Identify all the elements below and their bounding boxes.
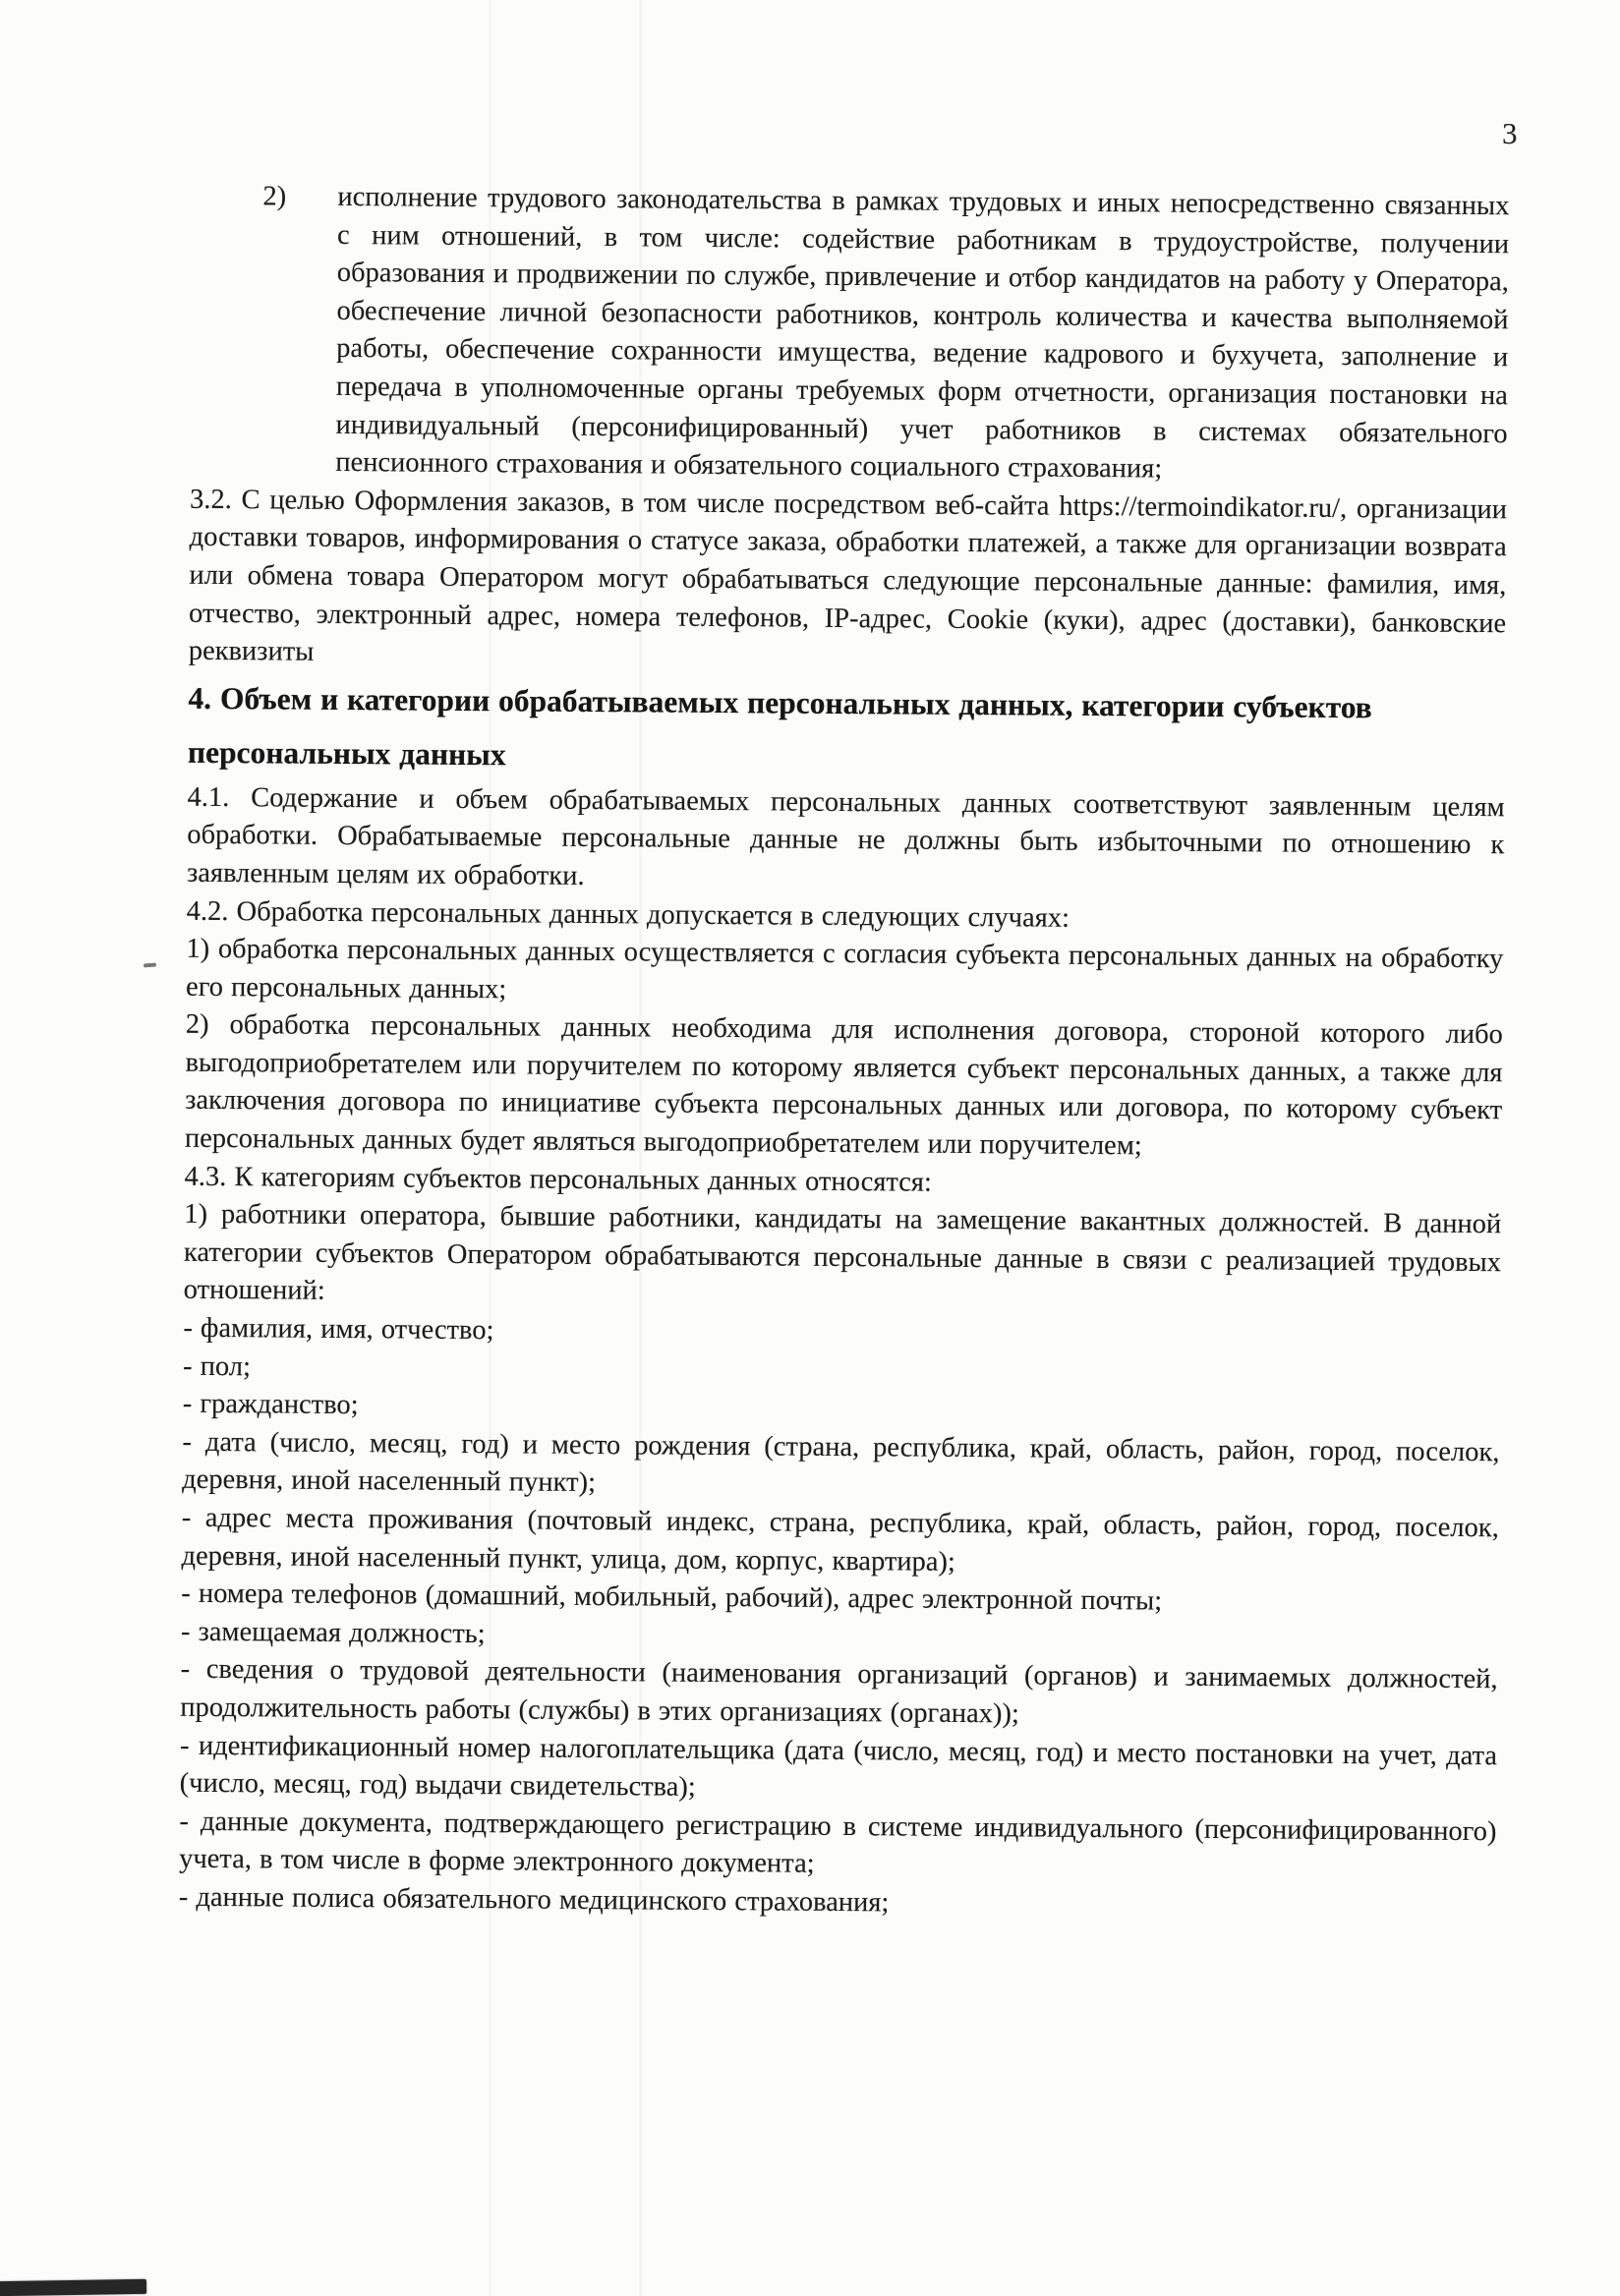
personal-data-item: - гражданство; <box>182 1388 359 1421</box>
personal-data-item: - данные полиса обязательного медицинского страхования; <box>178 1881 890 1919</box>
case-item-1: 1) обработка персональных данных осуществляется с согласия субъекта персональных данных на обработку его персональных данных; <box>185 933 1504 1004</box>
personal-data-item: - идентификационный номер налогоплательщика (дата (число, месяц, год) и место постановки на учет, дата (число, месяц, год) выдачи свидетельства); <box>179 1730 1498 1803</box>
page-number: 3 <box>1502 116 1518 150</box>
personal-data-item: - данные документа, подтверждающего регистрацию в системе индивидуального (персонифицированного) учета, в том числе в форме электронного документа; <box>179 1806 1497 1880</box>
numbered-list-item-2 <box>190 178 1509 491</box>
personal-data-item: - номера телефонов (домашний, мобильный, рабочий), адрес электронной почты; <box>181 1578 1163 1617</box>
paragraph-4-3: 4.3. К категориям субъектов персональных данных относятся: <box>184 1161 933 1198</box>
personal-data-item: - фамилия, имя, отчество; <box>183 1312 494 1347</box>
personal-data-item: - дата (число, месяц, год) и место рождения (страна, республика, край, область, район, город, поселок, деревня, иной населенный пункт); <box>182 1426 1500 1499</box>
paragraph-4-2: 4.2. Обработка персональных данных допускается в следующих случаях: <box>186 895 1070 934</box>
case-item-2: 2) обработка персональных данных необходима для исполнения договора, стороной которого либо выгодоприобретателем или поручителем по которому является субъект персональных данных, а также для заключения договора по инициативе субъекта персональных данных или договора, по которому субъект персональных данных будет являться выгодоприобретателем или поручителем; <box>184 1009 1503 1162</box>
scan-speck-artifact <box>144 963 156 968</box>
paragraph-4-1: 4.1. Содержание и объем обрабатываемых персональных данных соответствуют заявленным целям обработки. Обрабатываемые персональные данные не должны быть избыточными по отношению к заявленным целям их обработки. <box>186 781 1505 891</box>
section-4-heading: 4. Объем и категории обрабатываемых персональных данных, категории субъектов персональных данных <box>187 680 1372 773</box>
paragraph-3-2: 3.2. С целью Оформления заказов, в том числе посредством веб-сайта https://termoindikator.ru/, организации доставки товаров, информирования о статусе заказа, обработки платежей, а также для организации возврата или обмена товара Оператором могут обрабатываться следующие персональные данные: фамилия, имя, отчество, электронный адрес, номера телефонов, IP-адрес, Cookie (куки), адрес (доставки), банковские реквизиты <box>188 484 1508 667</box>
scan-corner-artifact <box>0 2279 146 2296</box>
list-item-marker: 2) <box>262 181 287 212</box>
personal-data-item: - пол; <box>182 1350 252 1382</box>
personal-data-item: - сведения о трудовой деятельности (наименования организаций (органов) и занимаемых должностей, продолжительность работы (службы) в этих организациях (органах)); <box>180 1654 1498 1730</box>
personal-data-item: - адрес места проживания (почтовый индекс, страна, республика, край, область, район, город, поселок, деревня, иной населенный пункт, улица, дом, корпус, квартира); <box>181 1502 1499 1578</box>
subject-category-1: 1) работники оператора, бывшие работники, кандидаты на замещение вакантных должностей. В данной категории субъектов Оператором обрабатываются персональные данные в связи с реализацией трудовых отношений: <box>183 1198 1502 1307</box>
list-item-text: исполнение трудового законодательства в рамках трудовых и иных непосредственно связанных с ним отношений, в том числе: содействие работникам в трудоустройстве, получении образования и продвижении по службе, привлечение и отбор кандидатов на работу у Оператора, обеспечение личной безопасности работников, контроль количества и качества выполняемой работы, обеспечение сохранности имущества, ведение кадрового и бухучета, заполнение и передача в уполномоченные органы требуемых форм отчетности, организация постановки на индивидуальный (персонифицированный) учет работников в системах обязательного пенсионного страхования и обязательного социального страхования; <box>335 181 1510 485</box>
personal-data-item: - замещаемая должность; <box>180 1616 486 1649</box>
document-body <box>179 178 1510 1927</box>
